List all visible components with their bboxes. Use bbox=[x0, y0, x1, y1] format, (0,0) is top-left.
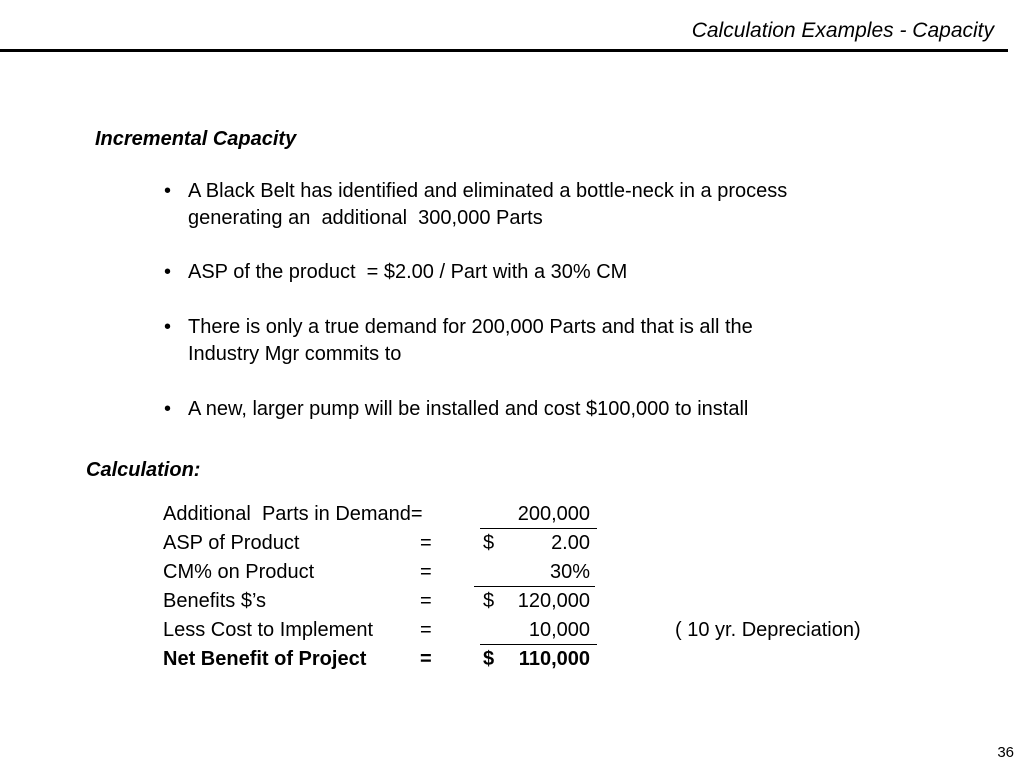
bullet-symbol: • bbox=[164, 398, 172, 420]
calc-label: Benefits $’s bbox=[163, 590, 267, 612]
calc-row-asp bbox=[163, 529, 903, 558]
calc-value: 10,000 bbox=[528, 619, 590, 641]
calc-value: 200,000 bbox=[517, 503, 590, 525]
calc-row-additional-parts bbox=[163, 500, 903, 529]
calc-equals: = bbox=[420, 532, 432, 554]
calc-currency: $ bbox=[483, 590, 495, 612]
bullet-text-line: generating an additional 300,000 Parts bbox=[188, 207, 543, 229]
calc-value: 120,000 bbox=[517, 590, 590, 612]
calculation-heading: Calculation: bbox=[86, 459, 201, 481]
calc-label: Additional Parts in Demand= bbox=[163, 503, 423, 525]
calc-value: 2.00 bbox=[551, 532, 590, 554]
bullet-text-line: ASP of the product = $2.00 / Part with a 30% CM bbox=[188, 261, 628, 283]
bullet-symbol: • bbox=[164, 316, 172, 338]
page-number: 36 bbox=[997, 744, 1014, 761]
title-divider bbox=[0, 49, 1008, 52]
bullet-item bbox=[164, 314, 753, 368]
calc-currency: $ bbox=[483, 648, 495, 670]
calc-row-cm-percent bbox=[163, 558, 903, 587]
calc-equals: = bbox=[420, 590, 432, 612]
bullet-text-line: Industry Mgr commits to bbox=[188, 343, 402, 365]
calc-currency: $ bbox=[483, 532, 495, 554]
calc-value: 110,000 bbox=[518, 648, 590, 670]
bullet-item bbox=[164, 396, 748, 423]
calc-label: Less Cost to Implement bbox=[163, 619, 374, 641]
calc-row-benefits bbox=[163, 587, 903, 616]
bullet-item bbox=[164, 178, 787, 232]
bullet-symbol: • bbox=[164, 261, 172, 283]
bullet-text-line: There is only a true demand for 200,000 Parts and that is all the bbox=[188, 316, 753, 338]
bullet-item bbox=[164, 259, 627, 286]
bullet-text-line: A new, larger pump will be installed and cost $100,000 to install bbox=[188, 398, 749, 420]
calc-label: ASP of Product bbox=[163, 532, 300, 554]
calc-row-less-cost bbox=[163, 616, 903, 645]
calc-equals: = bbox=[420, 619, 432, 641]
bullet-symbol: • bbox=[164, 180, 172, 202]
calc-value: 30% bbox=[549, 561, 590, 583]
incremental-capacity-heading: Incremental Capacity bbox=[95, 128, 297, 150]
calc-label: Net Benefit of Project bbox=[163, 648, 367, 670]
bullet-text-line: A Black Belt has identified and eliminated a bottle-neck in a process bbox=[188, 180, 788, 202]
calc-label: CM% on Product bbox=[163, 561, 315, 583]
calc-row-net-benefit bbox=[163, 645, 903, 674]
slide-title: Calculation Examples - Capacity bbox=[691, 19, 994, 42]
calc-equals: = bbox=[420, 648, 432, 670]
calc-equals: = bbox=[420, 561, 432, 583]
depreciation-note: ( 10 yr. Depreciation) bbox=[675, 619, 861, 641]
